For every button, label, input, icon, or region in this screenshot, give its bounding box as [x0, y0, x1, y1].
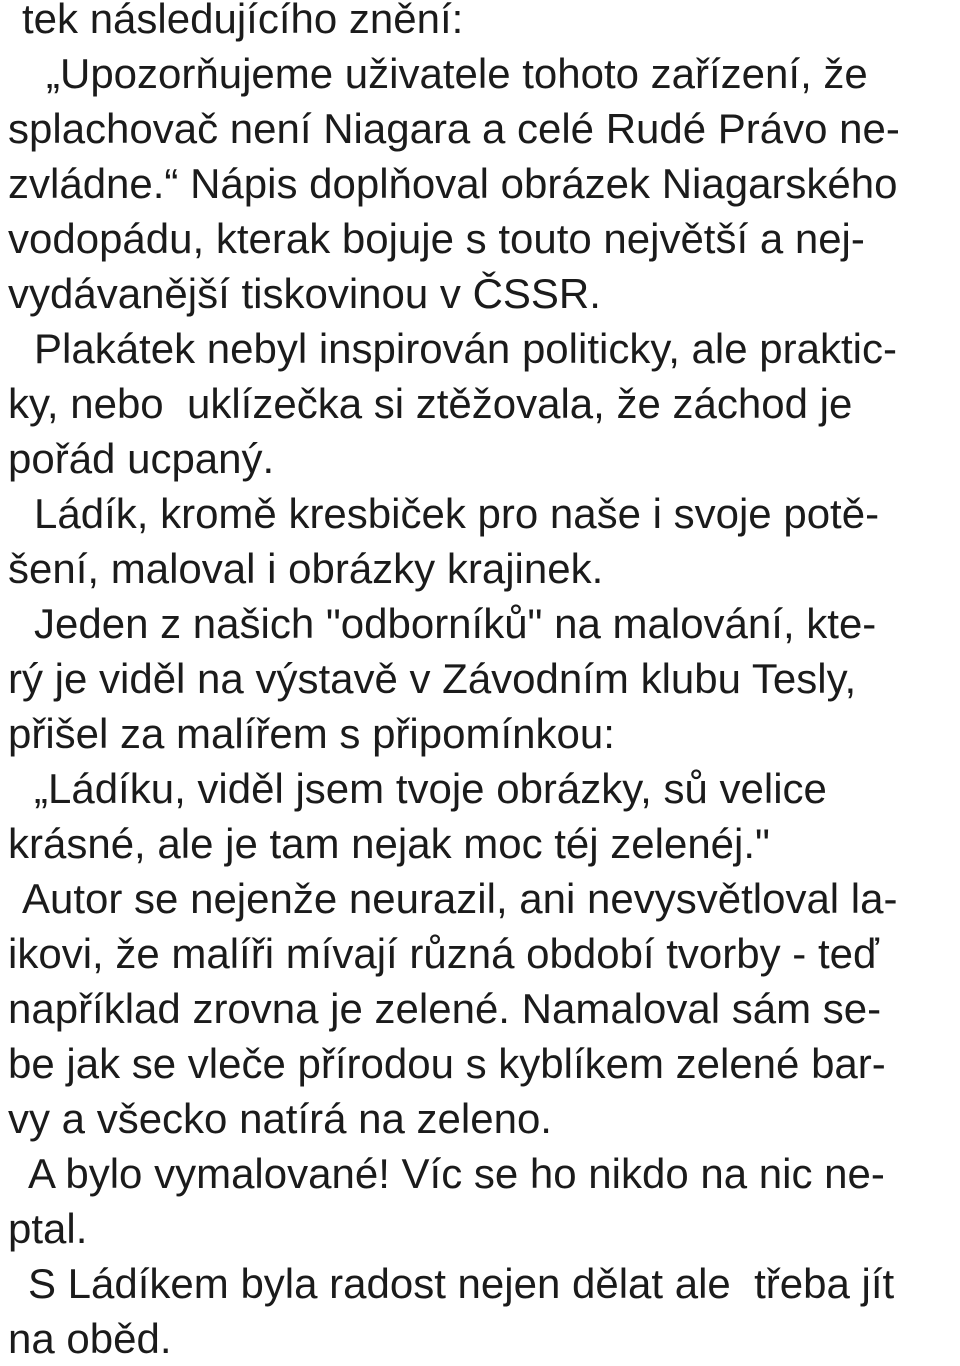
- text-line: A bylo vymalované! Víc se ho nikdo na nic ne-: [28, 1150, 885, 1197]
- text-line: rý je viděl na výstavě v Závodním klubu Tesly,: [8, 655, 857, 702]
- text-line: Ládík, kromě kresbiček pro naše i svoje potě-: [34, 490, 880, 537]
- text-line: ptal.: [8, 1205, 88, 1252]
- text-line: zvládne.“ Nápis doplňoval obrázek Niagarského: [8, 160, 898, 207]
- text-line: na oběd.: [8, 1315, 172, 1362]
- text-line: krásné, ale je tam nejak moc téj zelenéj.": [8, 820, 770, 867]
- text-line: vodopádu, kterak bojuje s touto největší a nej-: [8, 215, 865, 262]
- text-line: Autor se nejenže neurazil, ani nevysvětloval la-: [22, 875, 898, 922]
- text-line: „Upozorňujeme uživatele tohoto zařízení, že: [46, 50, 868, 97]
- text-line: ikovi, že malíři mívají různá období tvorby - teď: [8, 930, 879, 977]
- text-line: vydávanější tiskovinou v ČSSR.: [8, 270, 601, 317]
- text-line: pořád ucpaný.: [8, 435, 275, 482]
- text-line: tek následujícího znění:: [22, 0, 464, 42]
- text-line: Jeden z našich "odborníků" na malování, kte-: [34, 600, 877, 647]
- text-line: šení, maloval i obrázky krajinek.: [8, 545, 604, 592]
- text-line: přišel za malířem s připomínkou:: [8, 710, 615, 757]
- text-line: například zrovna je zelené. Namaloval sám se-: [8, 985, 882, 1032]
- text-line: S Ládíkem byla radost nejen dělat ale třeba jít: [28, 1260, 895, 1307]
- text-line: Plakátek nebyl inspirován politicky, ale praktic-: [34, 325, 897, 372]
- text-line: „Ládíku, viděl jsem tvoje obrázky, sů velice: [34, 765, 827, 812]
- text-line: be jak se vleče přírodou s kyblíkem zelené bar-: [8, 1040, 886, 1087]
- text-line: splachovač není Niagara a celé Rudé Právo ne-: [8, 105, 900, 152]
- text-line: ky, nebo uklízečka si ztěžovala, že záchod je: [8, 380, 853, 427]
- text-line: vy a všecko natírá na zeleno.: [8, 1095, 552, 1142]
